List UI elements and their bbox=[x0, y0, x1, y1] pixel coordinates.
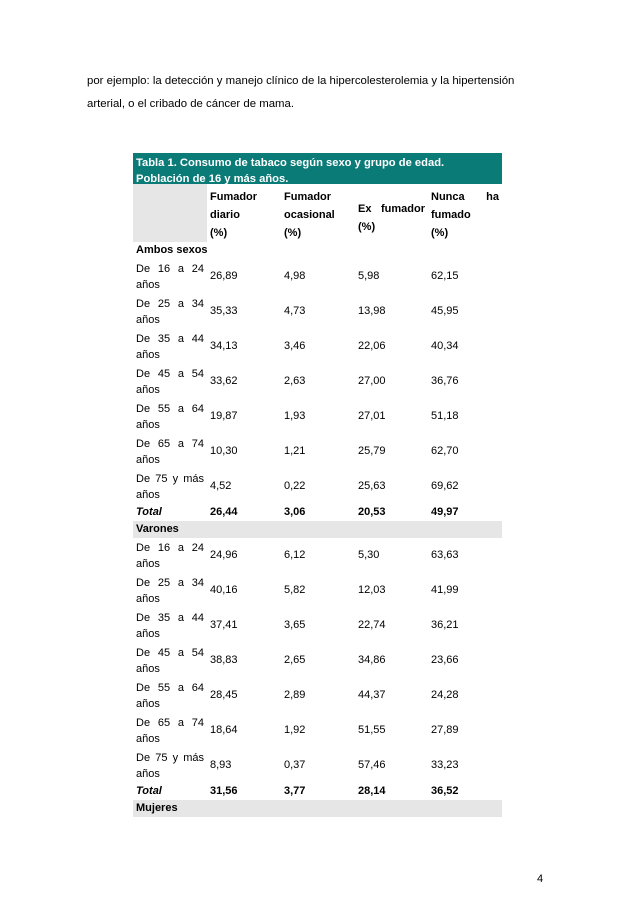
value-cell: 10,30 bbox=[210, 445, 238, 457]
header-line: fumado bbox=[431, 209, 471, 221]
value-cell: 22,74 bbox=[358, 619, 386, 631]
header-line: (%) bbox=[284, 227, 302, 239]
header-line: Fumador bbox=[210, 191, 258, 203]
value-cell: 57,46 bbox=[358, 759, 386, 771]
table-row bbox=[133, 608, 502, 643]
value-cell: 44,37 bbox=[358, 689, 386, 701]
value-cell: 5,82 bbox=[284, 584, 306, 596]
value-cell: 35,33 bbox=[210, 305, 238, 317]
section-header-row bbox=[133, 521, 502, 538]
total-label: Total bbox=[136, 785, 162, 797]
section-label: Mujeres bbox=[133, 800, 502, 817]
table-body bbox=[133, 242, 502, 817]
section-header-row bbox=[133, 242, 502, 259]
value-cell: 63,63 bbox=[431, 549, 459, 561]
value-cell: 19,87 bbox=[210, 410, 238, 422]
header-fumador-diario bbox=[207, 184, 281, 242]
header-line: Fumador bbox=[284, 191, 332, 203]
age-group-cell: De 65 a 74 años bbox=[136, 716, 204, 745]
value-cell: 34,86 bbox=[358, 654, 386, 666]
value-cell: 37,41 bbox=[210, 619, 238, 631]
value-cell: 33,23 bbox=[431, 759, 459, 771]
value-cell: 22,06 bbox=[358, 340, 386, 352]
value-cell: 2,65 bbox=[284, 654, 306, 666]
age-group-cell: De 16 a 24 años bbox=[136, 262, 204, 291]
value-cell: 0,37 bbox=[284, 759, 306, 771]
value-cell: 8,93 bbox=[210, 759, 232, 771]
value-cell: 45,95 bbox=[431, 305, 459, 317]
value-cell: 27,01 bbox=[358, 410, 386, 422]
value-cell: 51,55 bbox=[358, 724, 386, 736]
table-row bbox=[133, 434, 502, 469]
header-line: diario bbox=[210, 209, 240, 221]
value-cell: 1,92 bbox=[284, 724, 306, 736]
data-table bbox=[133, 184, 502, 817]
value-cell: 62,15 bbox=[431, 270, 459, 282]
age-group-cell: De 35 a 44 años bbox=[136, 611, 204, 640]
value-cell: 2,63 bbox=[284, 375, 306, 387]
table-row bbox=[133, 748, 502, 783]
value-cell: 36,21 bbox=[431, 619, 459, 631]
table-row bbox=[133, 364, 502, 399]
value-cell: 25,79 bbox=[358, 445, 386, 457]
value-cell: 5,30 bbox=[358, 549, 380, 561]
section-label: Ambos sexos bbox=[136, 244, 208, 256]
table-row bbox=[133, 538, 502, 573]
value-cell: 12,03 bbox=[358, 584, 386, 596]
header-fumador-ocasional bbox=[281, 184, 355, 242]
value-cell: 4,98 bbox=[284, 270, 306, 282]
value-cell: 18,64 bbox=[210, 724, 238, 736]
value-cell: 1,93 bbox=[284, 410, 306, 422]
value-cell: 26,89 bbox=[210, 270, 238, 282]
intro-line-1: por ejemplo: la detección y manejo clínico de la hipercolesterolemia y la hipertensión bbox=[87, 75, 515, 87]
smoking-table bbox=[133, 153, 502, 817]
value-cell: 4,52 bbox=[210, 480, 232, 492]
age-group-cell: De 35 a 44 años bbox=[136, 332, 204, 361]
header-line: Nunca ha bbox=[431, 191, 499, 203]
table-row bbox=[133, 294, 502, 329]
table-row bbox=[133, 573, 502, 608]
header-nunca-fumado bbox=[428, 184, 502, 242]
header-ex-fumador bbox=[355, 184, 428, 242]
table-row bbox=[133, 678, 502, 713]
value-cell: 36,76 bbox=[431, 375, 459, 387]
age-group-cell: De 65 a 74 años bbox=[136, 437, 204, 466]
age-group-cell: De 55 a 64 años bbox=[136, 402, 204, 431]
age-group-cell: De 55 a 64 años bbox=[136, 681, 204, 710]
table-row bbox=[133, 469, 502, 504]
age-group-cell: De 25 a 34 años bbox=[136, 297, 204, 326]
value-cell: 69,62 bbox=[431, 480, 459, 492]
age-group-cell: De 25 a 34 años bbox=[136, 576, 204, 605]
value-cell: 41,99 bbox=[431, 584, 459, 596]
page-number: 4 bbox=[537, 873, 544, 885]
total-value-cell: 31,56 bbox=[210, 785, 238, 797]
value-cell: 28,45 bbox=[210, 689, 238, 701]
value-cell: 24,28 bbox=[431, 689, 459, 701]
intro-paragraph bbox=[87, 70, 552, 116]
age-group-cell: De 75 y más años bbox=[136, 751, 204, 780]
section-header-row bbox=[133, 800, 502, 817]
table-row bbox=[133, 713, 502, 748]
value-cell: 24,96 bbox=[210, 549, 238, 561]
value-cell: 27,00 bbox=[358, 375, 386, 387]
value-cell: 40,34 bbox=[431, 340, 459, 352]
value-cell: 23,66 bbox=[431, 654, 459, 666]
header-line: ocasional bbox=[284, 209, 335, 221]
section-label: Varones bbox=[133, 521, 502, 538]
total-value-cell: 36,52 bbox=[431, 785, 459, 797]
header-line: (%) bbox=[358, 221, 376, 233]
header-line: (%) bbox=[431, 227, 449, 239]
value-cell: 33,62 bbox=[210, 375, 238, 387]
table-caption: Tabla 1. Consumo de tabaco según sexo y grupo de edad. Población de 16 y más años. bbox=[133, 153, 502, 184]
total-value-cell: 3,77 bbox=[284, 785, 306, 797]
value-cell: 34,13 bbox=[210, 340, 238, 352]
total-value-cell: 49,97 bbox=[431, 506, 459, 518]
total-row bbox=[133, 504, 502, 521]
value-cell: 3,65 bbox=[284, 619, 306, 631]
value-cell: 51,18 bbox=[431, 410, 459, 422]
header-line: (%) bbox=[210, 227, 228, 239]
table-row bbox=[133, 399, 502, 434]
value-cell: 6,12 bbox=[284, 549, 306, 561]
total-value-cell: 26,44 bbox=[210, 506, 238, 518]
table-row bbox=[133, 259, 502, 294]
age-group-cell: De 45 a 54 años bbox=[136, 367, 204, 396]
value-cell: 0,22 bbox=[284, 480, 306, 492]
table-row bbox=[133, 643, 502, 678]
value-cell: 4,73 bbox=[284, 305, 306, 317]
value-cell: 62,70 bbox=[431, 445, 459, 457]
age-group-cell: De 45 a 54 años bbox=[136, 646, 204, 675]
total-value-cell: 20,53 bbox=[358, 506, 386, 518]
total-label: Total bbox=[136, 506, 162, 518]
total-value-cell: 3,06 bbox=[284, 506, 306, 518]
value-cell: 40,16 bbox=[210, 584, 238, 596]
age-group-cell: De 75 y más años bbox=[136, 472, 204, 501]
header-line: Ex fumador bbox=[358, 203, 425, 215]
value-cell: 5,98 bbox=[358, 270, 380, 282]
value-cell: 3,46 bbox=[284, 340, 306, 352]
age-group-cell: De 16 a 24 años bbox=[136, 541, 204, 570]
value-cell: 27,89 bbox=[431, 724, 459, 736]
header-empty-cell bbox=[133, 184, 207, 242]
value-cell: 1,21 bbox=[284, 445, 306, 457]
value-cell: 13,98 bbox=[358, 305, 386, 317]
value-cell: 2,89 bbox=[284, 689, 306, 701]
table-row bbox=[133, 329, 502, 364]
total-row bbox=[133, 783, 502, 800]
intro-line-2: arterial, o el cribado de cáncer de mama. bbox=[87, 98, 295, 110]
value-cell: 25,63 bbox=[358, 480, 386, 492]
total-value-cell: 28,14 bbox=[358, 785, 386, 797]
value-cell: 38,83 bbox=[210, 654, 238, 666]
